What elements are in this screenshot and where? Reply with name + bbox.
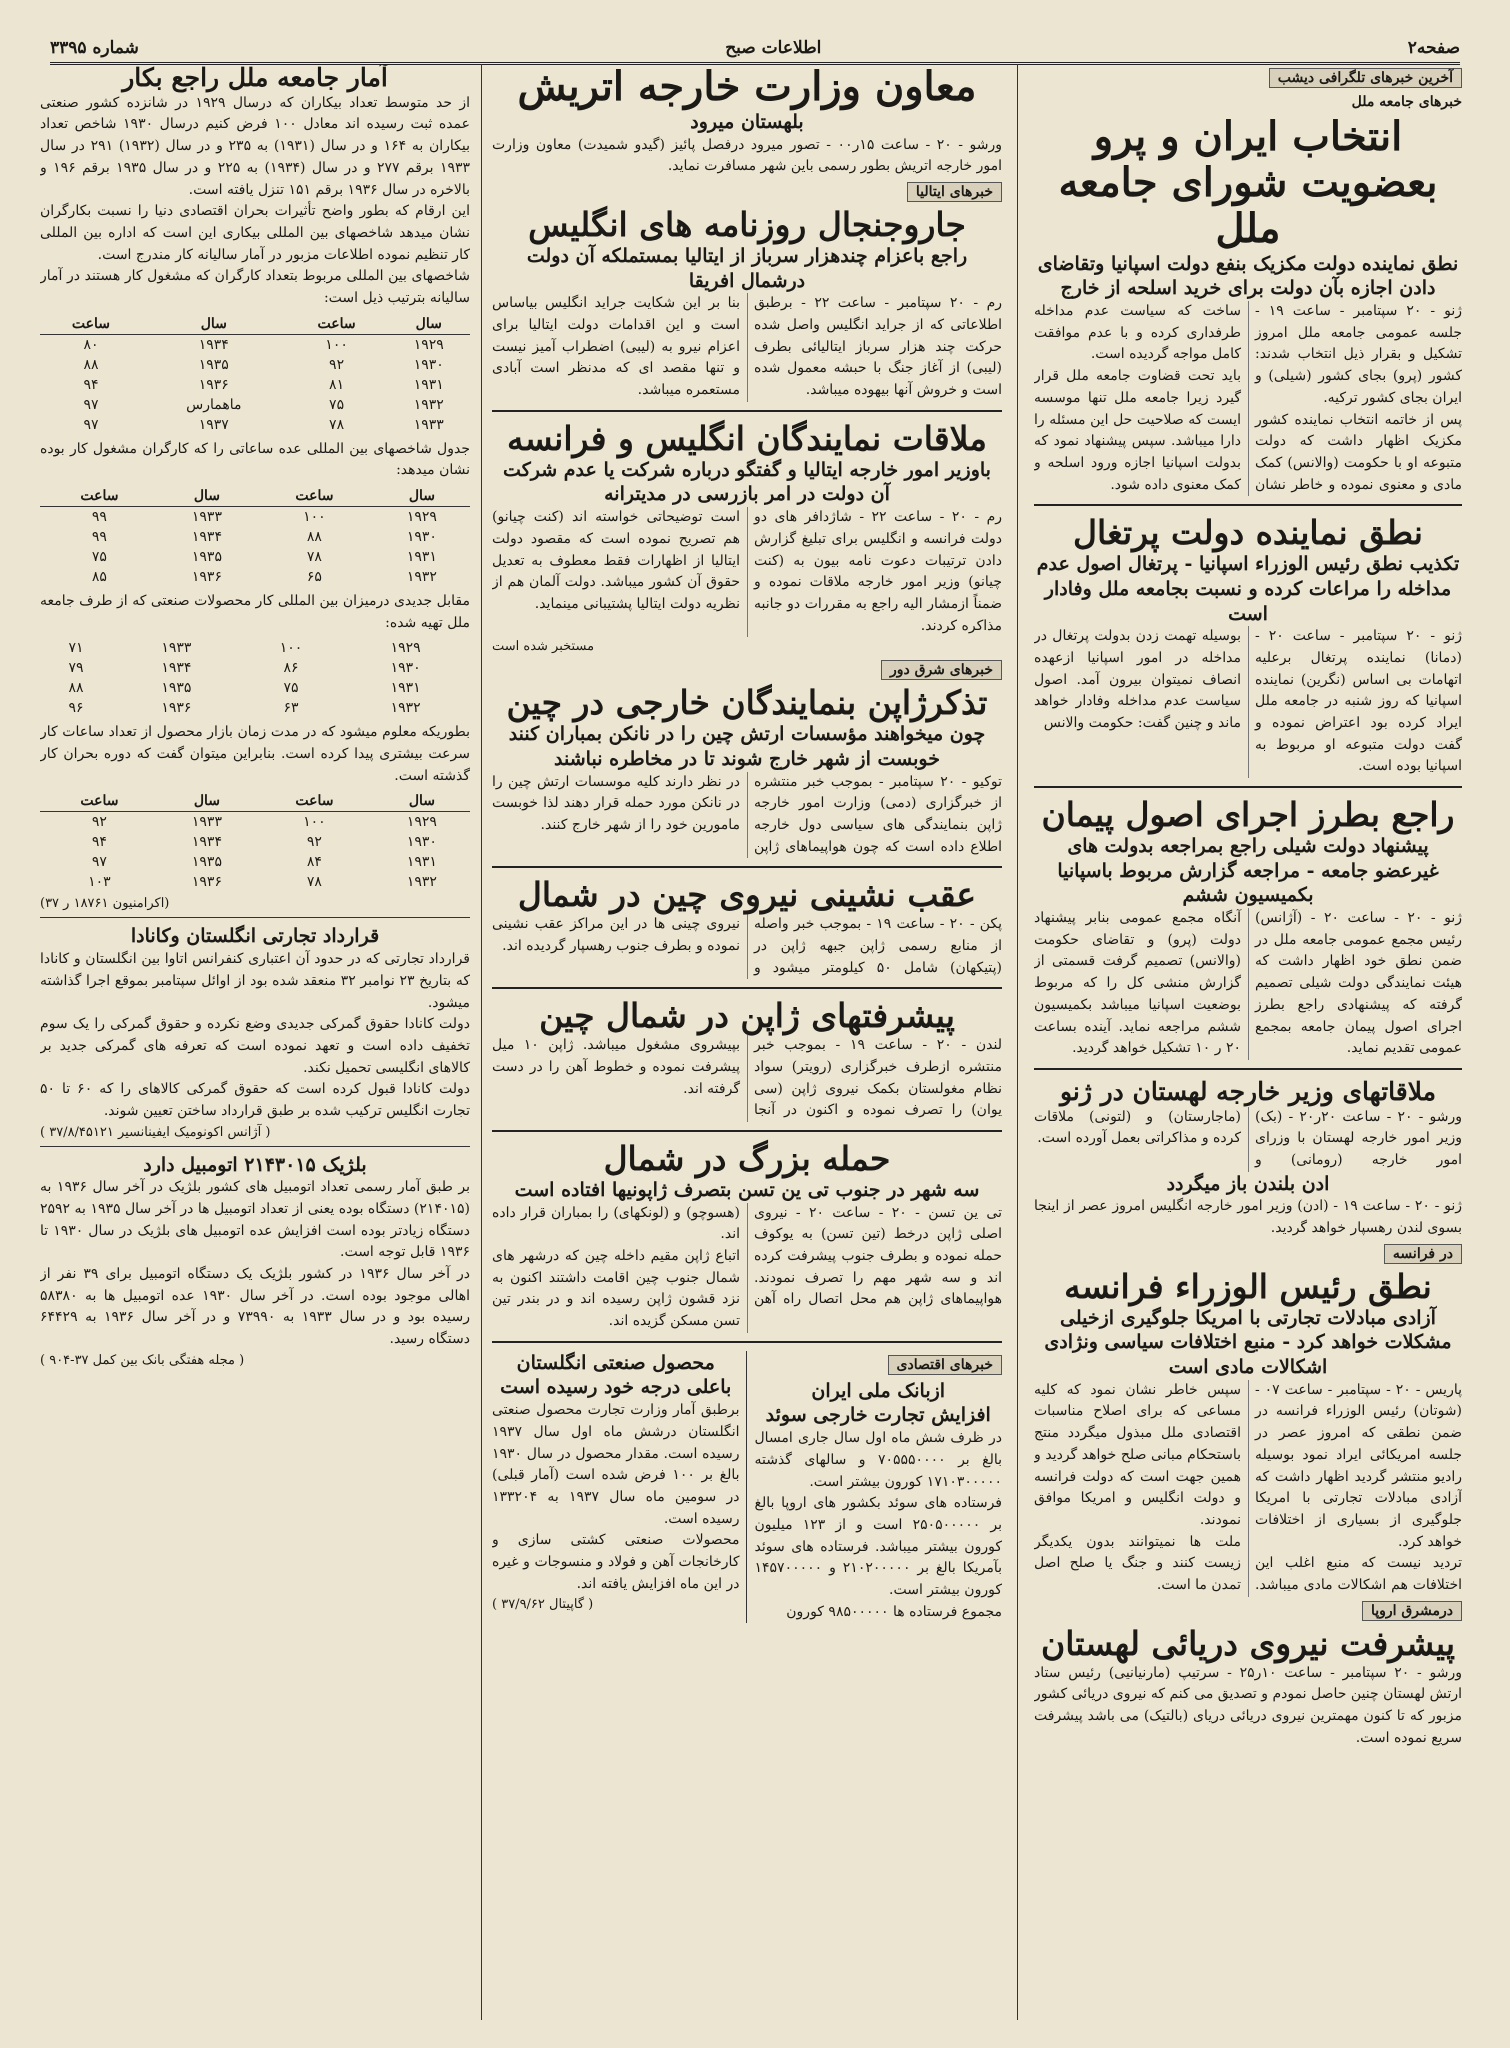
source-note: ( آژانس اکونومیک ایفینانسیر ۳۷/۸/۴۵۱۲۱ ) xyxy=(40,1124,271,1140)
table-cell: ۱۹۳۴ xyxy=(161,660,192,677)
deck-portugal: تکذیب نطق رئیس الوزراء اسپانیا - پرتغال اصول عدم مداخله را مراعات کرده و نسبت بجامعه ملل وفادار است xyxy=(1036,553,1460,625)
running-header xyxy=(50,26,1460,65)
table-row xyxy=(40,852,470,872)
paragraph: ورشو - ۲۰ سپتامبر - ساعت ۱۰ر۲۵ - سرتیپ (مارنیانیی) رئیس ستاد ارتش لهستان چنین حاصل نمودم و تصدیق می کنم که نیروی دریائی کشور مزبور که تا کنون مهمترین نیروی دریائی دریای (بالتیک) می باشد پیشرفت سریع نموده است. xyxy=(1034,1664,1462,1746)
paragraph: بطوریکه معلوم میشود که در مدت زمان بازار محصول از تعداد ساعات کار سرعت بیشتری پیدا کرده است. بنابراین میتوان گفت که دوره بحران کار گذشته است. xyxy=(40,724,470,784)
paragraph: ورشو - ۲۰ - ساعت ۱۵ر۰۰ - تصور میرود درفصل پائیز (گیدو شمیدت) معاون وزارت امور خارجه اتریش بطور رسمی باین شهر مسافرت نماید. xyxy=(492,136,1002,175)
deck-french-pm: آزادی مبادلات تجارتی با امریکا جلوگیری ازخیلی مشکلات خواهد کرد - منبع اختلافات سیاسی ونژادی اشکالات مادی است xyxy=(1044,1306,1452,1379)
table-cell: ۸۸ xyxy=(83,356,99,373)
paragraph: پکن - ۲۰ - ساعت ۱۹ - بموجب خبر واصله از منابع رسمی ژاپن جبهه ژاپن در (پتیکهان) شامل ۵۰ کیلومتر میشود و نیروی چینی ها در این مراکز عقب نشینی نموده و بطرف جنوب رهسپار گردیده اند. xyxy=(492,916,1002,976)
table-row xyxy=(40,395,470,415)
paragraph: بوسیله تهمت زدن بدولت پرتغال در مداخله در امور اسپانیا ازعهده انصاف نمیتوان بیرون آمد. اصول سیاست عدم مداخله وفادار خواهد ماند و چنین گفت: حکومت والانس xyxy=(1034,628,1241,731)
table-row xyxy=(40,872,470,892)
paragraph: است توضیحاتی خواسته اند (کنت چیانو) هم تصریح نموده است که مقصود دولت ایتالیا از اظهارات فقط معطوف به تعدیل حقوق آن کشور میباشد. دولت آلمان هم از نظریه دولت ایتالیا پشتیبانی مینماید. xyxy=(492,509,740,612)
source-note: ( مجله هفتگی بانک بین کمل ۳۷-۹۰۴ ) xyxy=(40,1352,245,1368)
table-cell: ۱۹۳۱ xyxy=(390,680,421,697)
article-british-press xyxy=(492,293,1002,401)
table-employment-index xyxy=(40,314,470,435)
headline-polish-minister: ملاقاتهای وزیر خارجه لهستان در ژنو xyxy=(1059,1076,1437,1106)
table-cell: ۱۹۲۹ xyxy=(406,509,437,525)
paragraph: محصولات صنعتی کشتی سازی و کارخانجات آهن و فولاد و منسوجات و غیره در این ماه افزایش یافته اند. xyxy=(492,1532,740,1592)
issue-number: شماره ۳۳۹۵ xyxy=(50,38,139,58)
paragraph: فرستاده های سوئد بکشور های اروپا بالغ بر ۲۵۰۵۰۰۰۰۰ است و از ۱۲۳ میلیون کورون بیشتر میباشد. فرستاده های سوئد بآمریکا بالغ بر ۲۱۰۲۰۰۰۰۰ و ۱۴۵۷۰۰۰۰۰ کورون بیشتر است. xyxy=(754,1495,1002,1598)
table-cell: ۸۱ xyxy=(329,376,345,393)
paragraph: در ظرف شش ماه اول سال جاری امسال بالغ بر ۷۰۵۵۵۰۰۰۰ و سالهای گذشته ۱۷۱۰۳۰۰۰۰۰ کورون بیشتر است. xyxy=(754,1430,1002,1490)
table-cell: ۱۹۳۰ xyxy=(413,356,444,373)
table-cell: ۱۹۳۷ xyxy=(198,416,229,433)
headline-austria: معاون وزارت خارجه اتریش xyxy=(517,64,977,110)
table-cell: ۸۶ xyxy=(283,660,299,677)
deck-nanking: چون میخواهند مؤسسات ارتش چین را در نانکن بمباران کنند خوبست از شهر خارج شوند تا در مخاطره نباشند xyxy=(508,723,986,770)
column-rule xyxy=(481,64,482,2020)
article-big-attack xyxy=(492,1203,1002,1333)
deck-three-cities: سه شهر در جنوب تی ین تسن بتصرف ژاپونیها افتاده است xyxy=(514,1178,980,1201)
table-cell: ۱۹۳۳ xyxy=(161,640,192,657)
table-cell: ۱۹۳۴ xyxy=(191,834,222,851)
article-japan-advances xyxy=(492,1035,1002,1122)
paragraph: ژنو - ۲۰ سپتامبر - ساعت ۲۰ - (دمانا) نماینده پرتغال برعلیه اتهامات بی اساس (نگرین) نماینده اسپانیا که روز شنبه در جامعه ملل ایراد کرده بود اعتراض نموده و گفت دولت متبوعه او مربوط به اسپانیا بوده است. xyxy=(1255,628,1462,775)
table-cell: ۸۵ xyxy=(91,569,107,585)
section-label: آخرین خبرهای تلگرافی دیشب xyxy=(1269,68,1462,88)
table-cell: ۱۹۳۱ xyxy=(406,854,437,871)
table-cell: ۱۹۳۰ xyxy=(406,834,437,851)
table-cell: ۱۹۳۳ xyxy=(413,416,444,433)
headline-china-retreat: عقب نشینی نیروی چین در شمال xyxy=(517,875,977,915)
table-cell: ۷۸ xyxy=(306,874,322,891)
table-row xyxy=(40,658,470,678)
table-row xyxy=(40,415,470,435)
table-row xyxy=(40,355,470,375)
table-cell: ۱۹۳۰ xyxy=(406,529,437,545)
deck-libya: راجع باعزام چندهزار سرباز از ایتالیا بمستملکه آن دولت درشمال افریقا xyxy=(526,245,968,292)
table-row xyxy=(40,698,470,718)
table-cell: ۱۹۳۵ xyxy=(161,680,192,697)
source-bank-melli: ازبانک ملی ایران xyxy=(811,1379,946,1402)
column-middle xyxy=(492,64,1002,2020)
table-cell: ۱۹۳۳ xyxy=(191,509,222,525)
table-caption: شاخصهای بین المللی مربوط بتعداد کارگران که مشغول کار هستند در آمار سالیانه بترتیب ذیل است: xyxy=(40,268,470,306)
table-header: سال xyxy=(388,314,470,335)
table-cell: ۹۷ xyxy=(91,854,107,871)
table-cell: ۱۹۳۳ xyxy=(191,814,222,831)
sub-section-label: خبرهای جامعه ملل xyxy=(1351,94,1462,110)
table-header: ساعت xyxy=(40,486,159,507)
paragraph: آنگاه مجمع عمومی بنابر پیشنهاد دولت (پرو) و تقاضای حکومت (والانس) تصمیم گرفت قسمتی از گزارش منشی کل را که مربوط بوضعیت اسپانیا میباشد بکمیسیون ششم مراجعه نماید. آینده بساعت ۲۰ ر ۱۰ تشکیل خواهد گردید. xyxy=(1034,910,1241,1057)
paragraph: باید تحت قضاوت جامعه ملل قرار گیرد زیرا جامعه ملل تنها موسسه ایست که صلاحیت حل این مسئله را دارا میباشد. سپس پیشنهاد نمود که بدولت اسپانیا اجازه ورود اسلحه و کمک معنوی داده شود. xyxy=(1034,368,1241,493)
table-row xyxy=(40,638,470,658)
paragraph: این ارقام که بطور واضح تأثیرات بحران اقتصادی دنیا را نسبت بکارگران نشان میدهد شاخصهای بین المللی بیکاری این است که اداره بین المللی کار تنظیم نموده اطلاعات مزبور در آمار ساليانه کار مندرج است. xyxy=(40,203,470,263)
table-cell: ۷۱ xyxy=(68,640,84,657)
table-row xyxy=(40,678,470,698)
table-cell: ۱۰۰ xyxy=(279,640,303,657)
table-row xyxy=(40,507,470,528)
table-cell: ۱۹۳۲ xyxy=(406,569,437,585)
article-portugal xyxy=(1034,626,1462,778)
table-row xyxy=(40,567,470,587)
table-cell: ۱۰۰ xyxy=(303,814,326,831)
table-header: سال xyxy=(159,486,255,507)
table-cell: ۱۹۳۴ xyxy=(198,336,229,353)
table-cell: ۹۷ xyxy=(83,396,99,413)
headline-big-attack: حمله بزرگ در شمال xyxy=(603,1139,891,1178)
table-row xyxy=(40,334,470,355)
paragraph: لندن - ۲۰ - ساعت ۱۹ - بموجب خبر منتشره ازطرف خبرگزاری (رویتر) سواد نظام مغولستان بکمک نیروی ژاپن (سی یوان) را تصرف نموده و اکنون در آنجا بپیشروی مشغول میباشد. ژاپن ۱۰ میل پیشرفت نموده و خطوط آهن را در دست گرفته اند. xyxy=(492,1037,1002,1119)
paragraph: ژنو - ۲۰ - ساعت ۲۰ - (آژانس) رئیس مجمع عمومی جامعه ملل در ضمن نطق خود اظهار داشت که هیئت نمایندگی دولت شیلی تصمیم گرفته که پیشنهادی راجع بطرز اجرای اصول پیمان جامعه بمجمع عمومی تقدیم نماید. xyxy=(1255,910,1462,1057)
paragraph: پس از خاتمه انتخاب نماینده کشور مکزیک اظهار داشت که دولت متبوعه او با حکومت (والانس) کمک مادی و معنوی نموده و خاطر نشان ساخت که سیاست عدم مداخله طرفداری کرده و با عدم موافقت کامل مواجه گردیده است. xyxy=(1034,303,1462,493)
paragraph: مجموع فرستاده ها ۹۸۵۰۰۰۰۰ کورون xyxy=(786,1603,1002,1620)
newspaper-name: اطلاعات صبح xyxy=(725,38,822,58)
article-covenant xyxy=(1034,908,1462,1060)
article-league-election xyxy=(1034,301,1462,496)
table-header: ساعت xyxy=(255,486,374,507)
article-polish-minister xyxy=(1034,1107,1462,1172)
table-index-4 xyxy=(40,791,470,892)
headline-sweden: افزایش تجارت خارجی سوئد xyxy=(765,1404,991,1427)
table-cell: ۶۵ xyxy=(306,569,322,585)
table-cell: ماهمارس xyxy=(186,396,242,413)
table-hours-index xyxy=(40,486,470,587)
table-cell: ۱۹۲۹ xyxy=(413,336,444,353)
section-label-economic: خبرهای اقتصادی xyxy=(888,1355,1003,1375)
table-cell: ۸۸ xyxy=(68,680,84,697)
table-cell: ۱۹۳۶ xyxy=(191,569,222,585)
table-cell: ۷۵ xyxy=(329,396,345,413)
headline-japan-advances: پیشرفتهای ژاپن در شمال چین xyxy=(539,996,955,1036)
table-header: سال xyxy=(374,791,470,812)
article-japan-warning xyxy=(492,772,1002,859)
table-cell: ۹۲ xyxy=(306,834,322,851)
column-right xyxy=(1034,64,1462,2020)
table-cell: ۹۹ xyxy=(91,509,107,525)
table-header: ساعت xyxy=(255,791,374,812)
paragraph: دولت کانادا قبول کرده است که حقوق گمرکی کالاهای را که ۶۰ تا ۵۰ تجارت انگلیس ترکیب شده بر طبق قرارداد ساختن تعیین شوند. xyxy=(40,1081,470,1119)
table-cell: ۱۰۳ xyxy=(88,874,111,891)
table-cell: ۷۵ xyxy=(283,680,299,697)
table-cell: ۱۹۳۱ xyxy=(413,376,444,393)
table-header: سال xyxy=(374,486,470,507)
paragraph: تردید نیست که منبع اغلب این اختلافات هم اشکالات مادی میباشد. سپس خاطر نشان نمود که کلیه مساعی که برای اصلاح مناسبات اقتصادی ملل مبذول میگردد منتج باستحکام مبانی صلح خواهد گردید و همین جهت است که دولت فرانسه و دولت انگلیس و امریکا موافق نمودند. xyxy=(1034,1381,1462,1593)
article-french-pm xyxy=(1034,1380,1462,1597)
headline-anglo-french-meeting: ملاقات نمایندگان انگلیس و فرانسه xyxy=(507,418,987,458)
table-cell: ۱۹۳۲ xyxy=(390,700,421,717)
paragraph: از حد متوسط تعداد بیکاران که درسال ۱۹۲۹ در شانزده کشور صنعتی عمده ثبت رسیده اند معادل ۱۰۰ فرض کنیم درسال ۱۹۳۰ شاخص تعداد بیکاران به ۱۶۴ و در سال (۱۹۳۱) به ۲۳۵ و در سال (۱۹۳۲) ۲۹۱ در سال ۱۹۳۳ برقم ۲۷۷ و در سال (۱۹۳۴) به ۲۲۵ و در سال ۱۹۳۵ برقم ۱۹۶ و بالاخره در سال ۱۹۳۶ برقم ۱۵۱ تنزل یافته است. xyxy=(40,94,470,198)
paragraph: رم - ۲۰ سپتامبر - ساعت ۲۲ - برطبق اطلاعاتی که از جراید انگلیس واصل شده حرکت چند هزار سرباز ایتالیائی بطرف (لیبی) از آغاز جنگ با حبشه معمول شده است و خروش آنها بیهوده میباشد. xyxy=(754,295,1002,399)
paragraph: ورشو - ۲۰ - ساعت ۲۰ر۲۰ - (بک) وزیر امور خارجه لهستان با وزرای امور خارجه (رومانی) و (ماجارستان) و (لتونی) ملاقات کرده و مذاکراتی بعمل آورده است. xyxy=(1034,1108,1462,1168)
table-cell: ۱۹۳۶ xyxy=(161,700,192,717)
paragraph: توکیو - ۲۰ سپتامبر - بموجب خبر منتشره از خبرگزاری (دمی) وزارت امور خارجه ژاپن بنمایندگی های سیاسی دول خارجه اطلاع داده است که چون هواپیماهای ژاپن در نظر دارند کلیه موسسات ارتش چین را در نانکن مورد حمله قرار دهند لذا خوبست مامورین خود را از شهر خارج کنند. xyxy=(492,773,1002,855)
table-cell: ۹۷ xyxy=(83,416,99,433)
table-cell: ۷۸ xyxy=(306,549,322,565)
economic-news-box xyxy=(492,1351,1002,1624)
headline-belgium-cars: بلژیک ۲۱۴۳۰۱۵ اتومبیل دارد xyxy=(143,1153,367,1176)
source-note: (اکرامنیون ۱۸۷۶۱ ر ۳۷) xyxy=(40,896,170,912)
paragraph: دولت کانادا حقوق گمرکی جدیدی وضع نکرده و حقوق گمرکی را یک سوم تخفیف داده است و تعهد نموده است که تعرفه های گمرکی جدید بر کالاهای انگلیسی تحمیل نکند. xyxy=(40,1016,470,1076)
paragraph: بنا بر این شکایت جراید انگلیس بیاساس است و این اقدامات دولت ایتالیا برای اعزام نیرو به (لیبی) اضطراب آمیز نیست و تنها مقصد ای که مدنظر است آبادی مستعمره میباشد. xyxy=(492,295,740,399)
table-header: ساعت xyxy=(40,791,159,812)
paragraph: بر طبق آمار رسمی تعداد اتومبیل های کشور بلژیک در آخر سال ۱۹۳۶ به (۲۱۴۰۱۵) دستگاه بوده یعنی از تعداد اتومبیل ها در آخر سال ۱۹۳۵ به ۲۵۹۲ دستگاه زیادتر بوده است افزایش عده اتومبیل های بلژیک در سال ۱۹۳۰ تا ۱۹۳۶ قابل توجه است. xyxy=(40,1179,470,1261)
headline-french-pm: نطق رئیس الوزراء فرانسه xyxy=(1064,1266,1432,1306)
section-label-far-east: خبرهای شرق دور xyxy=(881,660,1002,680)
table-cell: ۱۹۳۴ xyxy=(191,529,222,545)
table-header: سال xyxy=(142,314,286,335)
source-note: ( گاپیتال ۳۷/۹/۶۲ ) xyxy=(492,1597,594,1613)
table-header: ساعت xyxy=(286,314,388,335)
table-cell: ۸۴ xyxy=(306,854,322,871)
table-cell: ۱۹۳۵ xyxy=(198,356,229,373)
headline-polish-navy: پیشرفت نیروی دریائی لهستان xyxy=(1040,1623,1456,1663)
table-cell: ۷۸ xyxy=(329,416,345,433)
paragraph: قرارداد تجارتی که در حدود آن اعتباری کنفرانس اتاوا بین انگلستان و کانادا که بتاریخ ۲۳ نوامبر ۳۲ منعقد شده بود از اوائل سپتامبر بموقع اجرا گذاشته میشود. xyxy=(40,951,470,1011)
table-caption: جدول شاخصهای بین المللی عده ساعاتی را که کارگران مشغول کار بوده نشان میدهد: xyxy=(40,440,470,479)
table-cell: ۱۹۳۶ xyxy=(198,376,229,393)
table-production-index xyxy=(40,638,470,718)
table-cell: ۹۲ xyxy=(91,814,107,831)
table-cell: ۱۹۳۶ xyxy=(191,874,222,891)
table-cell: ۱۹۳۰ xyxy=(390,660,421,677)
table-header: ساعت xyxy=(40,314,142,335)
table-cell: ۸۰ xyxy=(83,336,99,353)
article-china-retreat xyxy=(492,914,1002,979)
sweden-trade xyxy=(755,1351,1003,1624)
paragraph: پاریس - ۲۰ - سپتامبر - ساعت ۰۷ - (شوتان) رئیس الوزراء فرانسه در ضمن نطقی که امروز عصر در جلسه امریکائی ایراد نمود بوسیله رادیو منتشر گردید اظهار داشت که آزادی مبادلات تجارتی با امریکا جلوگیری از بسیاری از اختلافات خواهد کرد. xyxy=(1255,1381,1462,1550)
table-cell: ۹۹ xyxy=(91,529,107,545)
paragraph: رم - ۲۰ - ساعت ۲۲ - شاژدافر های دو دولت فرانسه و انگلیس برای تبلیغ گزارش دادن ترتیبات دعوت نامه بیون به (کنت چیانو) وزیر امور خارجه ملاقات نموده و ضمناً ازمشار الیه راجع به مقررات دو جانبه مذاکره کردند. xyxy=(754,509,1002,634)
page-number: صفحه۲ xyxy=(1407,38,1460,58)
table-cell: ۹۴ xyxy=(83,376,99,393)
table-cell: ۷۵ xyxy=(91,549,107,565)
column-left xyxy=(40,64,470,2020)
paragraph: در آخر سال ۱۹۳۶ در کشور بلژیک یک دستگاه اتومبیل برای ۳۹ نفر از اهالی موجود بوده است. در آخر سال ۱۹۳۰ عده اتومبیل ها به ۵۸۳۸۰ رسیده بود و در سال ۱۹۳۳ به ۷۳۹۹۰ و در آخر سال ۱۹۳۶ به ۶۴۴۲۹ دستگاه رسید. xyxy=(40,1266,470,1348)
table-cell: ۱۹۲۹ xyxy=(390,640,421,657)
byline: مستخبر شده است xyxy=(492,639,595,655)
headline-portugal: نطق نماینده دولت پرتغال xyxy=(1073,513,1423,553)
column-rule xyxy=(1017,64,1018,2020)
headline-iran-peru: انتخاب ایران و پرو بعضویت شورای جامعه ملل xyxy=(1058,112,1438,252)
table-cell: ۹۶ xyxy=(68,700,84,717)
table-cell: ۹۴ xyxy=(91,834,107,851)
table-cell: ۱۹۳۱ xyxy=(406,549,437,565)
table-row xyxy=(40,527,470,547)
headline-league-labour-stats: آمار جامعه ملل راجع بکار xyxy=(122,64,388,92)
table-cell: ۱۹۳۵ xyxy=(191,549,222,565)
article-anglo-french xyxy=(492,507,1002,637)
headline-british-press: جاروجنجال روزنامه های انگلیس xyxy=(528,205,966,245)
table-cell: ۱۰۰ xyxy=(325,336,348,353)
uk-industry xyxy=(492,1351,747,1624)
table-cell: ۸۸ xyxy=(306,529,322,545)
paragraph: ژنو - ۲۰ سپتامبر - ساعت ۱۹ - جلسه عمومی جامعه ملل امروز تشکیل و بقرار ذیل انتخاب شدند: کشور (پرو) بجای کشور (شیلی) و ایران بجای کشور ترکیه. xyxy=(1255,303,1462,406)
section-label-italy: خبرهای ایتالیا xyxy=(907,182,1002,202)
table-header: سال xyxy=(159,791,255,812)
table-cell: ۶۳ xyxy=(283,700,299,717)
paragraph: ملت ها نمیتوانند بدون یکدیگر زیست کنند و جنگ یا صلح اصل تمدن ما است. xyxy=(1034,1533,1241,1593)
table-cell: ۱۰۰ xyxy=(303,509,326,525)
section-label-eastern-europe: درمشرق اروپا xyxy=(1362,1601,1462,1621)
table-caption: مقابل جدیدی درمیزان بین المللی کار محصولات صنعتی که از طرف جامعه ملل تهیه شده: xyxy=(40,593,470,631)
table-cell: ۱۹۳۲ xyxy=(406,874,437,891)
table-row xyxy=(40,547,470,567)
paragraph: برطبق آمار وزارت تجارت محصول صنعتی انگلستان درشش ماه اول سال ۱۹۳۷ رسیده است. مقدار محصول در سال ۱۹۳۰ بالغ بر ۱۰۰ فرض شده است (آمار قبلی) در سومین ماه سال ۱۹۳۷ به ۱۳۳۲۰۴ رسیده است. xyxy=(492,1402,740,1527)
paragraph: تی ین تسن - ۲۰ - ساعت ۲۰ - نیروی اصلی ژاپن درخط (تین تسن) به یوکوف حمله نموده و بطرف جنوب پیشرفت کرده اند و سه شهر مهم را تصرف نمودند. هواپیماهای ژاپن هم محل اتصال راه آهن (هسوچو) و (لونکهای) را بمباران قرار داده اند. xyxy=(492,1204,1002,1308)
paragraph: اتباع ژاپن مقیم داخله چین که درشهر های شمال جنوب چین اقامت داشتند اکنون به نزد قشون ژاپن رسیده اند و در بندر تین تسن مسکن گزیده اند. xyxy=(492,1248,740,1330)
table-cell: ۷۹ xyxy=(68,660,84,677)
paragraph: ژنو - ۲۰ - ساعت ۱۹ - (ادن) وزیر امور خارجه انگلیس امروز عصر از اینجا بسوی لندن رهسپار خواهد گردید. xyxy=(1034,1198,1462,1237)
table-cell: ۱۹۳۲ xyxy=(413,396,444,413)
deck-mexico: نطق نماینده دولت مکزیک بنفع دولت اسپانیا وتقاضای دادن اجازه بآن دولت برای خرید اسلحه از خارج xyxy=(1037,252,1459,300)
headline-japan-warning: تذکرژاپن بنمایندگان خارجی در چین xyxy=(506,683,988,723)
table-row xyxy=(40,832,470,852)
table-cell: ۱۹۲۹ xyxy=(406,814,437,831)
table-row xyxy=(40,375,470,395)
table-cell: ۱۹۳۵ xyxy=(191,854,222,871)
headline-uk-industry: محصول صنعتی انگلستان باعلی درجه خود رسیده است xyxy=(500,1351,732,1399)
table-cell: ۹۲ xyxy=(329,356,345,373)
headline-covenant: راجع بطرز اجرای اصول پیمان xyxy=(1041,795,1455,835)
deck-austria: بلهستان میرود xyxy=(690,111,804,133)
section-label-france: در فرانسه xyxy=(1384,1244,1462,1264)
deck-mediterranean: باوزیر امور خارجه ایتالیا و گفتگو درباره شرکت یا عدم شرکت آن دولت در امر بازرسی در مدیترانه xyxy=(503,458,991,506)
subheadline-eden: ادن بلندن باز میگردد xyxy=(1166,1172,1330,1195)
headline-uk-canada: قرارداد تجارتی انگلستان وکانادا xyxy=(130,925,380,948)
table-row xyxy=(40,812,470,833)
deck-chile: پیشنهاد دولت شیلی راجع بمراجعه بدولت های غیرعضو جامعه - مراجعه گزارش مربوط باسپانیا بکمیسیون ششم xyxy=(1057,835,1439,907)
